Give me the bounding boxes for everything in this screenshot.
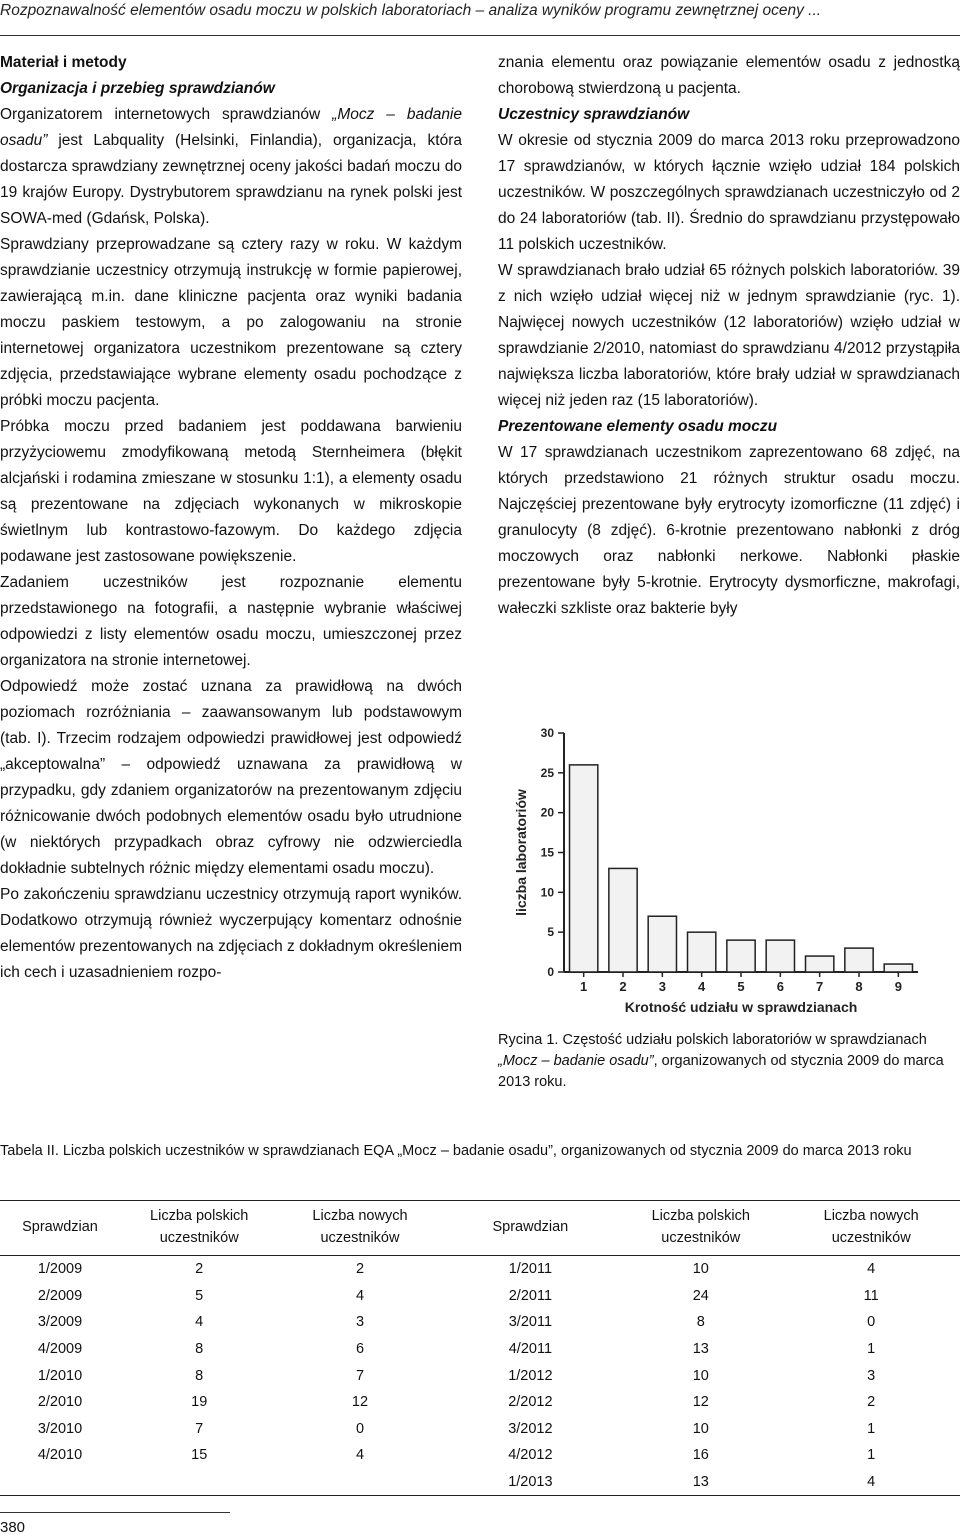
table-cell: 5	[195, 1287, 204, 1304]
page-number: 380	[0, 1519, 26, 1536]
table-header-cell: Sprawdzian	[22, 1219, 98, 1235]
table-cell: 2/2011	[508, 1287, 553, 1304]
table-cell: 16	[692, 1447, 709, 1464]
table-cell	[0, 1469, 120, 1496]
table-cell: 12	[692, 1394, 709, 1411]
table-cell: 15	[191, 1447, 208, 1464]
table-cell: 4	[355, 1287, 365, 1304]
left-column	[0, 50, 462, 986]
table-cell: 6	[355, 1341, 365, 1358]
table-cell: 1/2013	[508, 1474, 553, 1491]
bar	[766, 940, 794, 972]
table-cell: 4/2009	[37, 1341, 83, 1358]
table-header-cell: Liczba nowych uczestników	[312, 1208, 408, 1246]
paragraph: znania elementu oraz powiązanie elementów osadu z jednostką chorobową stwierdzoną u pacjenta.	[498, 54, 960, 97]
x-tick-label: 3	[658, 979, 666, 994]
table-cell: 0	[867, 1314, 876, 1331]
y-axis-label: liczba laboratoriów	[513, 789, 529, 916]
table-row	[0, 1389, 960, 1416]
table-cell: 4/2010	[37, 1447, 83, 1464]
bar	[570, 765, 598, 972]
subsection-title: Organizacja i przebieg sprawdzianów	[0, 80, 275, 97]
y-tick-label: 15	[540, 845, 554, 860]
table-cell: 1	[867, 1420, 876, 1437]
table-header-cell: Liczba polskich uczestników	[150, 1208, 249, 1246]
table-row	[0, 1283, 960, 1310]
paragraph: Próbka moczu przed badaniem jest poddawana barwieniu przyżyciowemu zmodyfikowaną metodą Sternheimera (błękit alcjański i rodamina zmieszane w stosunku 1:1), a elementy osadu są prezentowane na zdjęciach wykonanych w mikroskopie świetlnym lub kontrastowo-fazowym. Do każdego zdjęcia podawane jest zastosowane powiększenie.	[0, 418, 462, 565]
table-2	[0, 1200, 960, 1496]
right-column	[498, 50, 960, 622]
y-tick-label: 0	[547, 965, 554, 979]
x-tick-label: 1	[580, 979, 588, 994]
paragraph: Organizatorem internetowych sprawdzianów „Mocz – badanie osadu” jest Labquality (Helsinki, Finlandia), organizacja, która dostarcza sprawdziany zewnętrznej oceny jakości badań moczu do 19 krajów Europy. Dystrybutorem sprawdzianu na rynek polski jest SOWA-med (Gdańsk, Polska).	[0, 106, 462, 227]
table-cell: 4/2012	[508, 1447, 553, 1464]
table-cell: 7	[195, 1420, 204, 1437]
table-cell: 3/2011	[508, 1314, 553, 1331]
table-row	[0, 1362, 960, 1389]
table-cell: 1/2009	[37, 1261, 83, 1278]
table-cell: 11	[863, 1287, 879, 1304]
x-axis-label: Krotność udziału w sprawdzianach	[624, 999, 858, 1015]
table-row	[0, 1336, 960, 1363]
bar	[884, 964, 912, 972]
figure-caption: Rycina 1. Częstość udziału polskich laboratoriów w sprawdzianach „Mocz – badanie osadu”, organizowanych od stycznia 2009 do marca 2013 roku.	[498, 1032, 944, 1090]
table-cell: 3/2009	[37, 1314, 83, 1331]
table-header-row	[0, 1201, 960, 1256]
paragraph: Po zakończeniu sprawdzianu uczestnicy otrzymują raport wyników. Dodatkowo otrzymują również wyczerpujący komentarz odnośnie elementów prezentowanych na zdjęciach z dokładnym określeniem ich cech i uzasadnieniem rozpo-	[0, 886, 462, 981]
x-tick-label: 8	[855, 979, 863, 994]
bar	[688, 932, 716, 972]
table-row	[0, 1442, 960, 1469]
subsection-title: Uczestnicy sprawdzianów	[498, 106, 690, 123]
table-cell: 1	[867, 1447, 876, 1464]
table-cell: 2	[355, 1261, 365, 1278]
table-row	[0, 1416, 960, 1443]
bar-chart	[498, 715, 960, 1025]
section-title: Materiał i metody	[0, 54, 127, 71]
table-cell: 10	[692, 1261, 709, 1278]
table-caption: Tabela II. Liczba polskich uczestników w sprawdzianach EQA „Mocz – badanie osadu”, organizowanych od stycznia 2009 do marca 2013 roku	[0, 1143, 912, 1159]
paragraph: W 17 sprawdzianach uczestnikom zaprezentowano 68 zdjęć, na których przedstawiono 21 różnych struktur osadu moczu. Najczęściej prezentowane były erytrocyty izomorficzne (11 zdjęć) i granulocyty (8 zdjęć). 6-krotnie prezentowano nabłonki z dróg moczowych oraz nabłonki nerkowe. Nabłonki płaskie prezentowane były 5-krotnie. Erytrocyty dysmorficzne, makrofagi, wałeczki szkliste oraz bakterie były	[498, 444, 960, 617]
header-rule	[0, 35, 960, 36]
bar	[845, 948, 873, 972]
y-tick-label: 10	[540, 885, 554, 900]
table-cell: 1/2012	[508, 1367, 553, 1384]
table-row	[0, 1256, 960, 1283]
table-cell: 2/2010	[37, 1394, 83, 1411]
y-tick-label: 5	[547, 925, 554, 940]
table-cell: 3/2012	[508, 1420, 553, 1437]
paragraph: Zadaniem uczestników jest rozpoznanie elementu przedstawionego na fotografii, a następnie wybranie właściwej odpowiedzi z listy elementów osadu moczu, umieszczonej przez organizatora na stronie internetowej.	[0, 574, 462, 669]
table-cell: 4	[867, 1261, 876, 1278]
table-cell: 2/2012	[508, 1394, 553, 1411]
table-cell: 4	[195, 1314, 204, 1331]
table-cell: 1/2010	[37, 1367, 83, 1384]
table-cell: 1/2011	[508, 1261, 553, 1278]
table-cell: 8	[195, 1341, 204, 1358]
bar	[648, 916, 676, 972]
table-cell: 19	[191, 1394, 208, 1411]
table-cell: 1	[867, 1341, 876, 1358]
table-cell: 4	[355, 1447, 365, 1464]
table-cell: 0	[355, 1420, 365, 1437]
table-header-cell: Sprawdzian	[492, 1219, 569, 1235]
x-tick-label: 5	[737, 979, 745, 994]
table-cell: 3/2010	[37, 1420, 83, 1437]
table-cell: 10	[692, 1367, 709, 1384]
x-tick-label: 2	[619, 979, 627, 994]
bar	[806, 956, 834, 972]
subsection-title: Prezentowane elementy osadu moczu	[498, 418, 778, 435]
table-cell: 8	[696, 1314, 705, 1331]
table-cell: 24	[692, 1287, 709, 1304]
table-cell: 12	[351, 1394, 369, 1411]
table-cell: 3	[867, 1367, 876, 1384]
y-tick-label: 25	[540, 765, 554, 780]
table-cell: 2	[195, 1261, 204, 1278]
y-tick-label: 30	[540, 726, 554, 740]
table-cell: 10	[692, 1420, 709, 1437]
table-row	[0, 1309, 960, 1336]
table-cell: 13	[692, 1341, 709, 1358]
paragraph: Odpowiedź może zostać uznana za prawidłową na dwóch poziomach rozróżniania – zaawansowanym lub podstawowym (tab. I). Trzecim rodzajem odpowiedzi prawidłowej jest odpowiedź „akceptowalna” – odpowiedź uznawana za prawidłową w przypadku, gdy zdaniem organizatorów na prezentowanym zdjęciu różnicowanie dwóch podobnych elementów osadu było utrudnione (w niektórych przypadkach obraz cyfrowy nie odzwierciedla dokładnie subtelnych różnic między elementami osadu moczu).	[0, 678, 462, 877]
table-header-cell: Liczba nowych uczestników	[823, 1208, 919, 1246]
paragraph: W okresie od stycznia 2009 do marca 2013 roku przeprowadzono 17 sprawdzianów, w których łącznie wzięło udział 184 polskich uczestników. W poszczególnych sprawdzianach uczestniczyło od 2 do 24 laboratoriów (tab. II). Średnio do sprawdzianu przystępowało 11 polskich uczestników.	[498, 132, 960, 253]
table-cell: 3	[355, 1314, 365, 1331]
bar	[727, 940, 755, 972]
running-head: Rozpoznawalność elementów osadu moczu w polskich laboratoriach – analiza wyników programu zewnętrznej oceny ...	[0, 2, 822, 19]
footer-rule	[0, 1512, 230, 1513]
x-tick-label: 4	[698, 979, 706, 994]
table-cell: 4/2011	[508, 1341, 553, 1358]
paragraph: W sprawdzianach brało udział 65 różnych polskich laboratoriów. 39 z nich wzięło udział więcej niż w jednym sprawdzianie (ryc. 1). Najwięcej nowych uczestników (12 laboratoriów) wzięło udział w sprawdzianie 2/2010, natomiast do sprawdzianu 4/2012 przystąpiła największa liczba laboratoriów, które brały udział w sprawdzianach więcej niż jeden raz (15 laboratoriów).	[498, 262, 960, 409]
table-cell	[120, 1469, 278, 1496]
table-cell: 4	[867, 1474, 876, 1491]
table-header-cell: Liczba polskich uczestników	[651, 1208, 750, 1246]
table-cell: 2/2009	[37, 1287, 83, 1304]
x-tick-label: 6	[776, 979, 784, 994]
x-tick-label: 7	[816, 979, 824, 994]
table-cell: 7	[355, 1367, 365, 1384]
figure-1	[498, 715, 960, 1025]
table-cell: 8	[195, 1367, 204, 1384]
y-tick-label: 20	[540, 805, 554, 820]
table-cell: 13	[692, 1474, 709, 1491]
paragraph: Sprawdziany przeprowadzane są cztery razy w roku. W każdym sprawdzianie uczestnicy otrzymują instrukcję w formie papierowej, zawierającą m.in. dane kliniczne pacjenta oraz wyniki badania moczu paskiem testowym, a po zalogowaniu na stronie internetowej organizatora uczestnikom prezentowane są cztery zdjęcia, przedstawiające wybrane elementy osadu pochodzące z próbki moczu pacjenta.	[0, 236, 462, 409]
table-row	[0, 1469, 960, 1496]
bar	[609, 868, 637, 972]
table-cell	[278, 1469, 441, 1496]
table-cell: 2	[867, 1394, 876, 1411]
x-tick-label: 9	[894, 979, 902, 994]
